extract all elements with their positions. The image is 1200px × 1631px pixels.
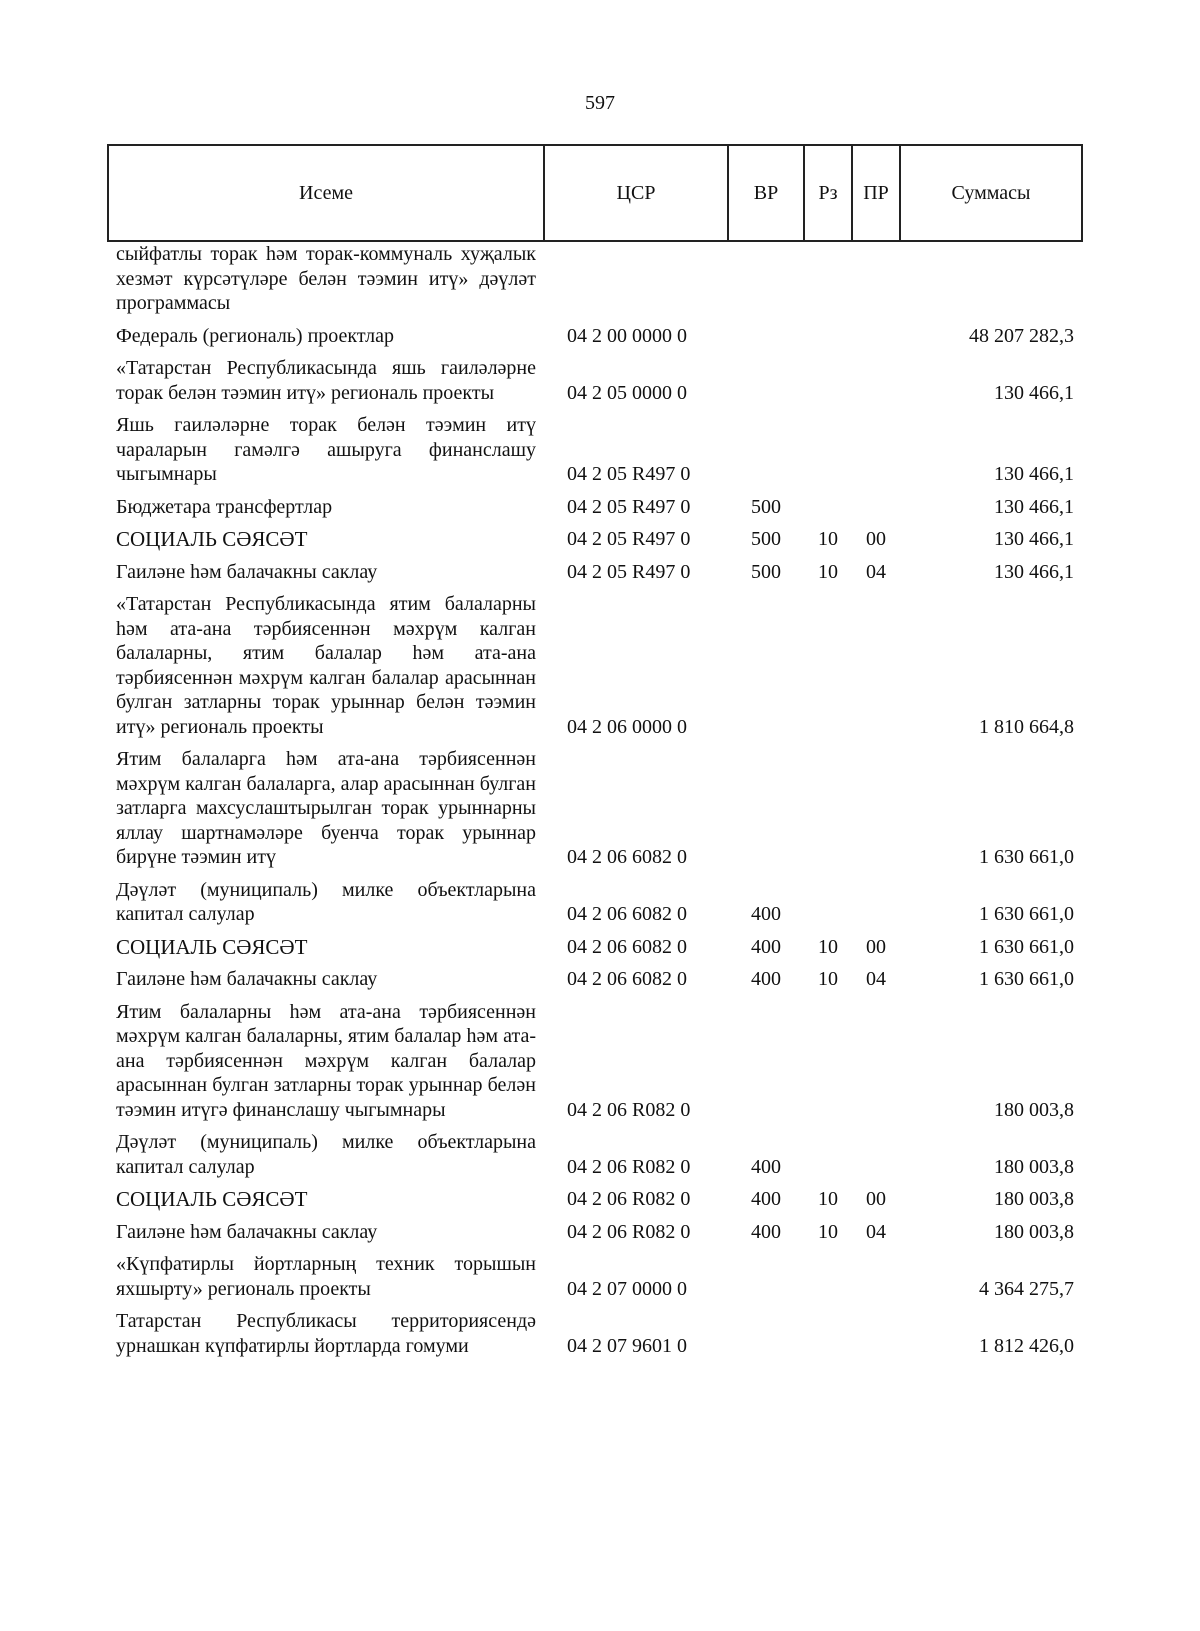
cell-rz (804, 1130, 852, 1187)
cell-sum: 130 466,1 (994, 560, 1074, 583)
cell-vr (728, 747, 804, 878)
table-row (108, 413, 1082, 495)
cell-csr: 04 2 05 R497 0 (567, 495, 691, 518)
cell-sum: 1 630 661,0 (979, 935, 1074, 958)
cell-vr: 500 (751, 560, 781, 583)
cell-sum: 4 364 275,7 (979, 1277, 1074, 1300)
table-row (108, 747, 1082, 878)
cell-rz: 10 (818, 1188, 838, 1210)
header-sum: Суммасы (900, 145, 1082, 241)
cell-name: Яшь гаиләләрне торак белән тәэмин итү чараларын гамәлгә ашыруга финанслашу чыгымнары (116, 414, 536, 485)
cell-sum: 1 812 426,0 (979, 1334, 1074, 1357)
cell-csr: 04 2 06 R082 0 (567, 1155, 691, 1178)
cell-sum: 130 466,1 (994, 463, 1074, 485)
header-csr: ЦСР (544, 145, 728, 241)
cell-name: СОЦИАЛЬ СӘЯСӘТ (116, 1187, 308, 1211)
table-row (108, 592, 1082, 747)
table-row (108, 967, 1082, 1000)
cell-csr: 04 2 06 0000 0 (567, 715, 687, 738)
table-row (108, 527, 1082, 560)
header-name: Исеме (108, 145, 544, 241)
header-rz: Рз (804, 145, 852, 241)
cell-csr: 04 2 05 R497 0 (567, 463, 691, 485)
cell-sum: 180 003,8 (994, 1220, 1074, 1243)
cell-name: Гаиләне һәм балачакны саклау (116, 560, 378, 583)
cell-rz (804, 747, 852, 878)
cell-sum: 1 630 661,0 (979, 846, 1074, 868)
cell-csr (544, 241, 728, 324)
cell-name: Дәүләт (муниципаль) милке объектларына капитал салулар (116, 1131, 536, 1178)
cell-csr: 04 2 07 9601 0 (567, 1334, 687, 1357)
cell-pr (852, 1252, 900, 1309)
table-row (108, 1309, 1082, 1366)
page-number: 597 (585, 92, 615, 114)
cell-rz (804, 592, 852, 747)
table-row (108, 935, 1082, 968)
cell-vr: 400 (751, 968, 781, 990)
cell-csr: 04 2 05 0000 0 (567, 381, 687, 404)
cell-rz: 10 (818, 1220, 838, 1243)
cell-vr: 400 (751, 935, 781, 958)
cell-vr: 500 (751, 495, 781, 518)
cell-rz (804, 324, 852, 357)
cell-sum: 180 003,8 (994, 1188, 1074, 1210)
cell-csr: 04 2 06 6082 0 (567, 935, 687, 958)
cell-csr: 04 2 00 0000 0 (567, 324, 687, 347)
cell-rz: 10 (818, 968, 838, 990)
cell-pr (852, 747, 900, 878)
cell-name: СОЦИАЛЬ СӘЯСӘТ (116, 934, 308, 959)
cell-sum: 180 003,8 (994, 1155, 1074, 1178)
cell-csr: 04 2 06 6082 0 (567, 846, 687, 868)
cell-vr: 400 (751, 903, 781, 925)
cell-vr (728, 1309, 804, 1366)
table-row (108, 241, 1082, 324)
table-row (108, 878, 1082, 935)
cell-vr (728, 413, 804, 495)
cell-rz (804, 1252, 852, 1309)
cell-pr (852, 1309, 900, 1366)
table-header-row (108, 145, 1082, 241)
cell-csr: 04 2 06 R082 0 (567, 1220, 691, 1243)
cell-csr: 04 2 05 R497 0 (567, 528, 691, 550)
cell-name: Гаиләне һәм балачакны саклау (116, 1220, 378, 1243)
table-row (108, 1220, 1082, 1253)
cell-vr: 400 (751, 1188, 781, 1210)
budget-table (107, 144, 1083, 1366)
cell-name: «Күпфатирлы йортларның техник торышын яхшырту» региональ проекты (116, 1253, 536, 1300)
cell-vr: 400 (751, 1220, 781, 1243)
cell-pr (852, 1000, 900, 1131)
cell-name: Дәүләт (муниципаль) милке объектларына капитал салулар (116, 878, 536, 925)
cell-pr: 04 (866, 1220, 886, 1243)
table-body (108, 241, 1082, 1366)
cell-pr: 00 (866, 528, 886, 550)
cell-name: Ятим балаларны һәм ата-ана тәрбиясеннән мәхрүм калган балаларны, ятим балалар һәм ата-ана тәрбиясеннән мәхрүм калган балалар арасыннан булган затларны торак урыннар белән тәэмин итүгә финанслашу чыгымнары (116, 1000, 536, 1121)
cell-pr (852, 1130, 900, 1187)
cell-pr (852, 324, 900, 357)
table-row (108, 1187, 1082, 1220)
cell-rz (804, 413, 852, 495)
cell-pr: 04 (866, 968, 886, 990)
cell-name: сыйфатлы торак һәм торак-коммуналь хуҗалык хезмәт күрсәтүләре белән тәэмин итү» дәүләт программасы (116, 243, 536, 314)
cell-rz: 10 (818, 528, 838, 550)
cell-pr (852, 878, 900, 935)
table-row (108, 324, 1082, 357)
cell-rz (804, 878, 852, 935)
cell-pr (852, 495, 900, 528)
cell-sum: 1 810 664,8 (979, 715, 1074, 738)
table-row (108, 1252, 1082, 1309)
cell-name: «Татарстан Республикасында ятим балаларны һәм ата-ана тәрбиясеннән мәхрүм калган балаларны, ятим балалар һәм ата-ана тәрбиясеннән мәхрүм калган балалар арасыннан булган затларны торак урыннар белән тәэмин итү» региональ проекты (116, 593, 536, 738)
cell-pr (852, 592, 900, 747)
cell-pr: 00 (866, 1188, 886, 1210)
cell-csr: 04 2 05 R497 0 (567, 560, 691, 583)
cell-rz (804, 241, 852, 324)
header-pr: ПР (852, 145, 900, 241)
cell-vr (728, 592, 804, 747)
cell-rz (804, 356, 852, 413)
cell-vr (728, 1000, 804, 1131)
table-row (108, 1000, 1082, 1131)
cell-vr (728, 356, 804, 413)
cell-sum: 1 630 661,0 (979, 968, 1074, 990)
cell-sum: 48 207 282,3 (969, 324, 1074, 347)
table-row (108, 495, 1082, 528)
header-vr: ВР (728, 145, 804, 241)
cell-sum (900, 241, 1082, 324)
cell-rz (804, 1309, 852, 1366)
cell-rz (804, 1000, 852, 1131)
cell-rz (804, 495, 852, 528)
cell-rz: 10 (818, 935, 838, 958)
cell-vr: 400 (751, 1155, 781, 1178)
cell-csr: 04 2 06 R082 0 (567, 1188, 691, 1210)
cell-pr: 00 (866, 935, 886, 958)
cell-vr (728, 324, 804, 357)
table-row (108, 1130, 1082, 1187)
cell-csr: 04 2 06 R082 0 (567, 1098, 691, 1121)
cell-sum: 130 466,1 (994, 528, 1074, 550)
cell-name: Федераль (региональ) проектлар (116, 324, 394, 347)
cell-pr (852, 413, 900, 495)
cell-name: Бюджетара трансфертлар (116, 495, 333, 518)
cell-csr: 04 2 07 0000 0 (567, 1277, 687, 1300)
cell-pr: 04 (866, 560, 886, 583)
table-row (108, 356, 1082, 413)
cell-sum: 130 466,1 (994, 381, 1074, 404)
table-row (108, 560, 1082, 593)
cell-name: «Татарстан Республикасында яшь гаиләләрне торак белән тәэмин итү» региональ проекты (116, 357, 536, 404)
cell-name: Ятим балаларга һәм ата-ана тәрбиясеннән мәхрүм калган балаларга, алар арасыннан булган затларга махсуслаштырылган торак урыннарны яллау шартнамәләре буенча торак урыннар бирүне тәэмин итү (116, 748, 536, 868)
cell-sum: 1 630 661,0 (979, 903, 1074, 925)
cell-vr (728, 241, 804, 324)
cell-pr (852, 356, 900, 413)
cell-name: Гаиләне һәм балачакны саклау (116, 968, 378, 990)
cell-sum: 180 003,8 (994, 1098, 1074, 1121)
cell-csr: 04 2 06 6082 0 (567, 968, 687, 990)
cell-name: СОЦИАЛЬ СӘЯСӘТ (116, 527, 308, 551)
cell-vr: 500 (751, 528, 781, 550)
cell-rz: 10 (818, 560, 838, 583)
cell-vr (728, 1252, 804, 1309)
cell-pr (852, 241, 900, 324)
cell-name: Татарстан Республикасы территориясендә урнашкан күпфатирлы йортларда гомуми (116, 1310, 536, 1357)
cell-csr: 04 2 06 6082 0 (567, 903, 687, 925)
cell-sum: 130 466,1 (994, 495, 1074, 518)
